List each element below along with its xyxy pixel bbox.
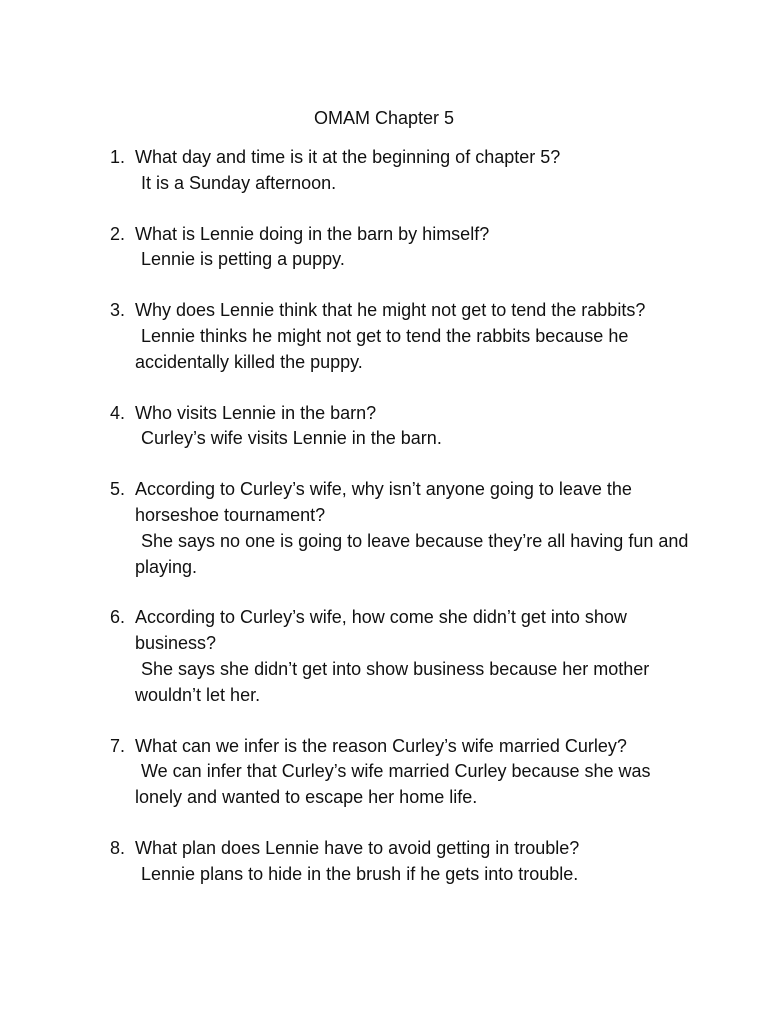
question-text: According to Curley’s wife, why isn’t anyone going to leave the horseshoe tournament?: [135, 479, 632, 525]
question-text: Who visits Lennie in the barn?: [135, 402, 377, 423]
question-item-8: [110, 836, 690, 888]
page-title: OMAM Chapter 5: [313, 108, 455, 128]
question-text: What can we infer is the reason Curley’s wife married Curley?: [135, 735, 627, 756]
question-text: What is Lennie doing in the barn by himself?: [135, 223, 490, 244]
answer-text: Lennie thinks he might not get to tend the rabbits because he accidentally killed the puppy.: [135, 325, 629, 372]
question-item-6: [110, 605, 690, 708]
question-number: 8.: [110, 837, 126, 858]
question-item-7: [110, 734, 690, 811]
answer-text: Curley’s wife visits Lennie in the barn.: [141, 428, 442, 449]
question-text: What plan does Lennie have to avoid getting in trouble?: [135, 837, 580, 858]
question-text: According to Curley’s wife, how come she didn’t get into show business?: [135, 607, 627, 654]
question-item-4: [110, 401, 690, 453]
answer-text: We can infer that Curley’s wife married Curley because she was lonely and wanted to escape her home life.: [135, 761, 651, 808]
question-item-2: [110, 222, 690, 274]
question-item-1: [110, 145, 690, 197]
answer-text: She says no one is going to leave because they’re all having fun and playing.: [135, 530, 689, 577]
question-text: Why does Lennie think that he might not get to tend the rabbits?: [135, 300, 646, 321]
question-number: 2.: [110, 223, 126, 244]
answer-text: It is a Sunday afternoon.: [141, 172, 337, 193]
question-number: 4.: [110, 402, 126, 423]
question-number: 7.: [110, 735, 126, 756]
question-number: 6.: [110, 607, 126, 628]
question-number: 1.: [110, 147, 126, 167]
answer-text: Lennie is petting a puppy.: [141, 249, 345, 270]
question-number: 5.: [110, 479, 126, 500]
question-number: 3.: [110, 300, 126, 321]
question-item-5: [110, 477, 690, 580]
question-item-3: [110, 298, 690, 375]
question-text: What day and time is it at the beginning of chapter 5?: [135, 147, 561, 167]
answer-text: Lennie plans to hide in the brush if he gets into trouble.: [141, 863, 579, 884]
question-list: [110, 145, 690, 913]
answer-text: She says she didn’t get into show business because her mother wouldn’t let her.: [135, 658, 650, 705]
